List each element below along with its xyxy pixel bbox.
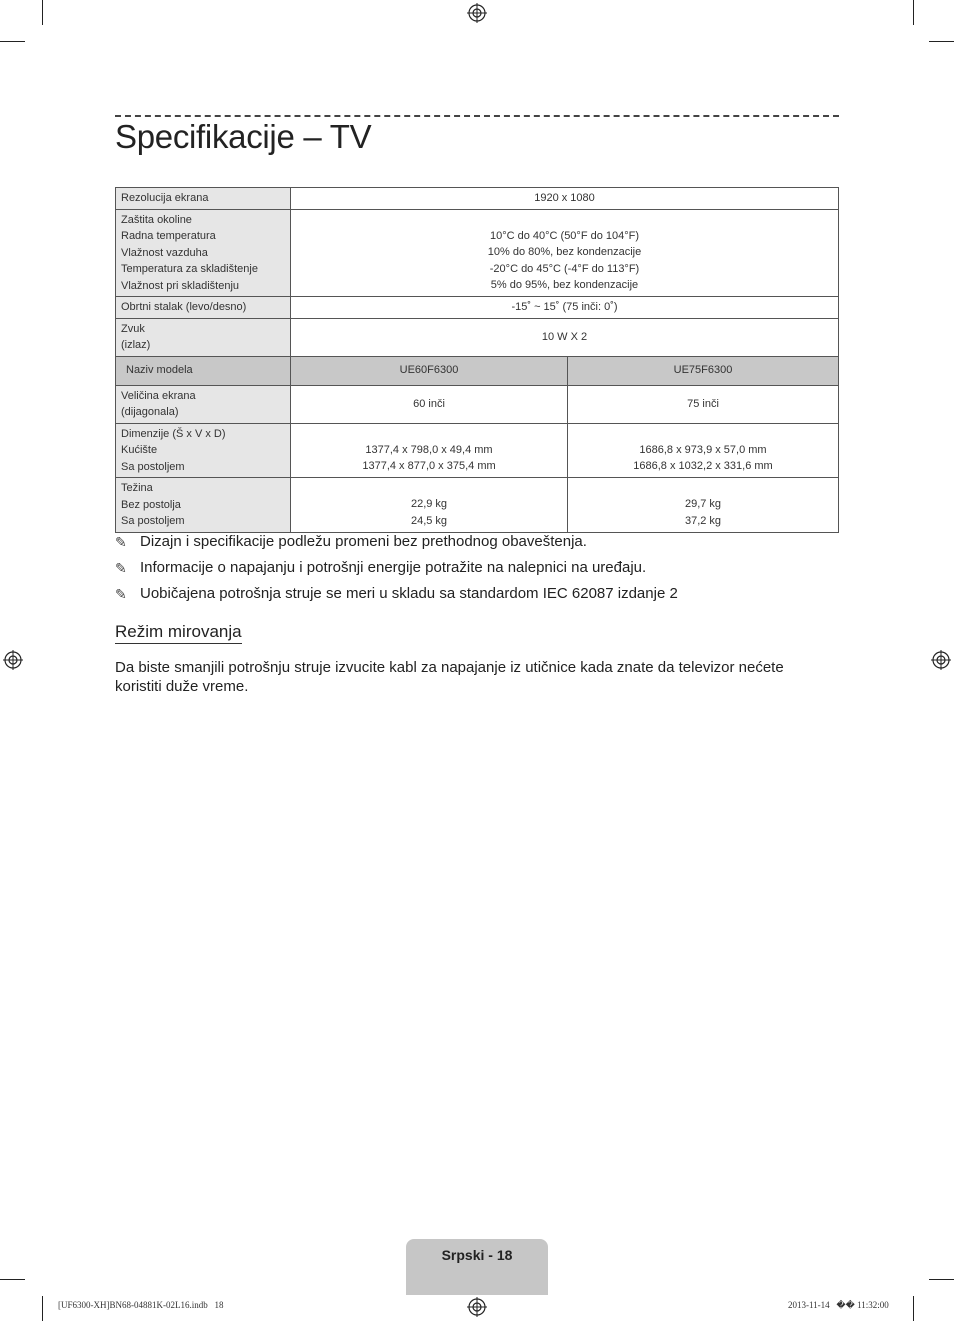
- value-line: 1377,4 x 798,0 x 49,4 mm: [365, 443, 493, 456]
- notes-list: [115, 529, 855, 607]
- row-value: 1920 x 1080: [291, 188, 839, 210]
- table-row: [116, 209, 839, 297]
- crop-mark: [913, 0, 914, 25]
- crop-mark: [929, 1279, 954, 1280]
- spec-table: [115, 187, 839, 533]
- label-line: Dimenzije (Š x V x D): [121, 427, 226, 440]
- note-item: [115, 581, 855, 607]
- note-text: Uobičajena potrošnja struje se meri u skladu sa standardom IEC 62087 izdanje 2: [140, 585, 678, 602]
- note-text: Informacije o napajanju i potrošnji energije potražite na nalepnici na uređaju.: [140, 559, 647, 576]
- label-line: Temperatura za skladištenje: [121, 263, 258, 275]
- label-line: Bez postolja: [121, 498, 181, 511]
- label-line: (dijagonala): [121, 406, 179, 418]
- value-line: 5% do 95%, bez kondenzacije: [490, 279, 639, 292]
- row-value: [568, 478, 839, 533]
- row-label: [116, 423, 291, 478]
- table-row: [116, 385, 839, 423]
- label-line: Zvuk: [121, 322, 145, 335]
- table-row: [116, 478, 839, 533]
- note-item: [115, 529, 855, 555]
- value-line: 24,5 kg: [410, 514, 448, 527]
- row-value: 60 inči: [291, 385, 568, 423]
- row-label: [116, 318, 291, 356]
- table-row: [116, 318, 839, 356]
- footer-file-info: [UF6300-XH]BN68-04881K-02L16.indb 18: [58, 1300, 224, 1310]
- table-row: [116, 297, 839, 319]
- label-line: Vlažnost pri skladištenju: [121, 279, 240, 292]
- label-line: (izlaz): [121, 339, 151, 351]
- section-heading: Režim mirovanja: [115, 622, 242, 644]
- title-divider: [115, 115, 839, 117]
- label-line: Zaštita okoline: [121, 213, 192, 226]
- value-line: 22,9 kg: [410, 498, 448, 511]
- crop-mark: [42, 1296, 43, 1321]
- crop-mark: [0, 41, 25, 42]
- page-title: Specifikacije – TV: [115, 118, 372, 155]
- row-value: [568, 423, 839, 478]
- label-line: Sa postoljem: [121, 515, 185, 527]
- model-name: UE60F6300: [291, 356, 568, 385]
- label-line: Težina: [121, 482, 153, 494]
- value-line: 1377,4 x 877,0 x 375,4 mm: [362, 460, 496, 473]
- label-line: Veličina ekrana: [121, 389, 196, 402]
- note-pencil-icon: ✎: [115, 586, 127, 602]
- row-value: [291, 209, 839, 297]
- label-line: Vlažnost vazduha: [121, 246, 208, 259]
- value-line: 37,2 kg: [684, 514, 722, 527]
- registration-mark-icon: [3, 650, 23, 670]
- registration-mark-icon: [467, 3, 487, 23]
- row-value: [291, 423, 568, 478]
- note-text: Dizajn i specifikacije podležu promeni bez prethodnog obaveštenja.: [140, 533, 587, 550]
- label-line: Kućište: [121, 444, 158, 456]
- row-label: Rezolucija ekrana: [116, 188, 291, 210]
- value-line: 29,7 kg: [684, 498, 722, 511]
- note-pencil-icon: ✎: [115, 560, 127, 576]
- registration-mark-icon: [467, 1297, 487, 1317]
- note-item: [115, 555, 855, 581]
- table-row: [116, 423, 839, 478]
- row-value: [291, 478, 568, 533]
- row-label: [116, 385, 291, 423]
- model-name: UE75F6300: [568, 356, 839, 385]
- value-line: 1686,8 x 1032,2 x 331,6 mm: [633, 460, 773, 473]
- row-value: 10 W X 2: [291, 318, 839, 356]
- crop-mark: [42, 0, 43, 25]
- row-value: 75 inči: [568, 385, 839, 423]
- table-row: [116, 188, 839, 210]
- row-label: [116, 209, 291, 297]
- registration-mark-icon: [931, 650, 951, 670]
- row-label: Obrtni stalak (levo/desno): [116, 297, 291, 319]
- value-line: 10% do 80%, bez kondenzacije: [487, 246, 642, 259]
- label-line: Sa postoljem: [121, 460, 185, 473]
- crop-mark: [0, 1279, 25, 1280]
- value-line: 10°C do 40°C (50°F do 104°F): [489, 229, 640, 242]
- table-row-model: [116, 356, 839, 385]
- crop-mark: [929, 41, 954, 42]
- note-pencil-icon: ✎: [115, 534, 127, 550]
- page-number-badge: Srpski - 18: [406, 1239, 548, 1295]
- crop-mark: [913, 1296, 914, 1321]
- label-line: Radna temperatura: [121, 230, 216, 242]
- value-line: -20°C do 45°C (-4°F do 113°F): [489, 262, 640, 275]
- section-body: Da biste smanjili potrošnju struje izvucite kabl za napajanje iz utičnice kada znate da televizor nećete koristiti duže vreme.: [115, 659, 784, 695]
- footer-timestamp: 2013-11-14 �� 11:32:00: [788, 1300, 889, 1310]
- row-value: -15˚ ~ 15˚ (75 inči: 0˚): [291, 297, 839, 319]
- value-line: 1686,8 x 973,9 x 57,0 mm: [639, 443, 767, 456]
- row-label: Naziv modela: [116, 356, 291, 385]
- row-label: [116, 478, 291, 533]
